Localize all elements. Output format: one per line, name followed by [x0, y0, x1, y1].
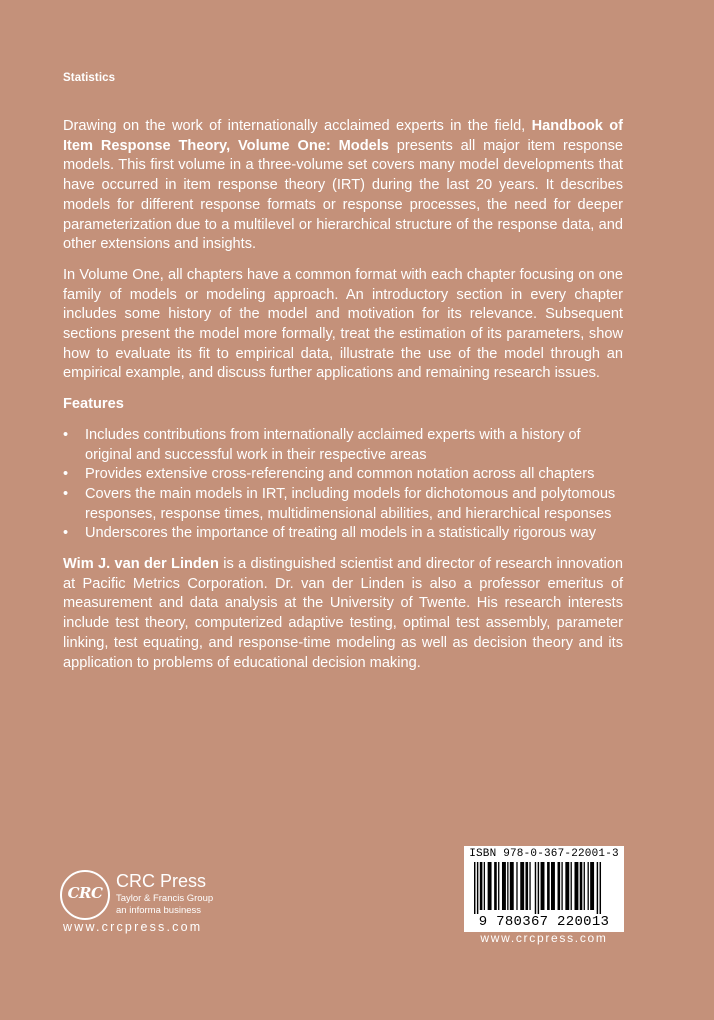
barcode-bar: [474, 862, 475, 914]
crc-logo-text: CRC: [67, 884, 103, 902]
barcode-bar: [502, 862, 506, 910]
feature-item: [63, 524, 623, 544]
barcode-bar: [535, 862, 536, 914]
author-paragraph: [63, 555, 623, 673]
feature-text: Underscores the importance of treating all models in a statistically rigorous way: [85, 525, 597, 542]
barcode-bar: [494, 862, 497, 910]
barcode-bar: [525, 862, 528, 910]
intro-before: Drawing on the work of internationally acclaimed experts in the field,: [63, 118, 532, 134]
barcode-bar: [529, 862, 530, 910]
barcode-bar: [488, 862, 492, 910]
category-label: Statistics: [63, 72, 116, 84]
barcode-bar: [551, 862, 555, 910]
barcode-bar: [590, 862, 594, 910]
barcode-bar: [588, 862, 589, 910]
barcode-bar: [565, 862, 569, 910]
feature-item: [63, 485, 623, 524]
intro-paragraph: [63, 117, 623, 255]
publisher-name: CRC Press: [116, 871, 207, 891]
back-cover-text: [63, 117, 623, 673]
barcode-bar: [520, 862, 524, 910]
feature-item: [63, 465, 623, 485]
isbn-text: ISBN 978-0-367-22001-3: [469, 848, 619, 860]
barcode-bar: [498, 862, 499, 910]
bullet-icon: •: [63, 485, 69, 502]
barcode-bar: [574, 862, 578, 910]
feature-text: Covers the main models in IRT, including models for dichotomous and polytomous responses, response times, multidimensional abilities, and hierarchical responses: [85, 485, 616, 522]
crc-logo-icon: [60, 870, 110, 920]
bullet-icon: •: [63, 525, 69, 542]
author-bio: is a distinguished scientist and director of research innovation at Pacific Metrics Corporation. Dr. van der Linden is also a professor emeritus of measurement and data analysis at the University of Twente. His research interests include test theory, computerized adaptive testing, optimal test assembly, parameter linking, test equating, and response-time modeling as well as decision theory and its application to problems of educational decision making.: [63, 556, 623, 671]
bullet-icon: •: [63, 466, 69, 483]
publisher-group: Taylor & Francis Group: [116, 893, 214, 904]
volume-paragraph: In Volume One, all chapters have a common format with each chapter focusing on one family of models or modeling approach. An introductory section in every chapter includes some history of the model and motivation for its relevance. Subsequent sections present the model more formally, treat the estimation of its parameters, show how to evaluate its fit to empirical data, illustrate the use of the model through an empirical example, and discuss further applications and remaining research issues.: [63, 266, 623, 382]
features-list: [63, 426, 623, 544]
barcode-bar: [558, 862, 561, 910]
features-heading: Features: [63, 396, 124, 413]
barcode-bar: [538, 862, 539, 914]
bullet-icon: •: [63, 426, 69, 443]
barcode-box: [464, 846, 624, 932]
feature-text: Includes contributions from internationally acclaimed experts with a history of original and successful work in their respective areas: [85, 426, 581, 463]
barcode-bar: [516, 862, 517, 910]
barcode-url: www.crcpress.com: [480, 931, 608, 945]
barcode-bar: [584, 862, 585, 910]
publisher-business: an informa business: [116, 905, 202, 916]
barcode-bar: [561, 862, 562, 910]
barcode-bar: [480, 862, 483, 910]
barcode-bar: [541, 862, 545, 910]
barcode-bar: [571, 862, 572, 910]
intro-after: presents all major item response models. This first volume in a three-volume set covers many model developments that have occurred in item response theory (IRT) during the last 20 years. It describes models for different response formats or response processes, the need for deeper parameterization due to a multilevel or hierarchical structure of the response data, and other extensions and insights.: [63, 137, 623, 253]
barcode-bar: [580, 862, 583, 910]
barcode-bar: [597, 862, 598, 914]
barcode-bar: [600, 862, 601, 914]
barcode-bar: [547, 862, 550, 910]
book-title: Handbook of Item Response Theory, Volume One: Models: [63, 118, 623, 154]
barcode-bar: [510, 862, 514, 910]
publisher-url: www.crcpress.com: [63, 920, 203, 934]
barcode-bar: [507, 862, 508, 910]
author-name: Wim J. van der Linden: [63, 556, 219, 573]
feature-item: [63, 426, 623, 465]
barcode-bar: [477, 862, 478, 914]
ean-text: 9 780367 220013: [478, 914, 610, 930]
feature-text: Provides extensive cross-referencing and common notation across all chapters: [85, 466, 595, 483]
barcode-bar: [484, 862, 485, 910]
barcode-icon: [472, 862, 616, 914]
